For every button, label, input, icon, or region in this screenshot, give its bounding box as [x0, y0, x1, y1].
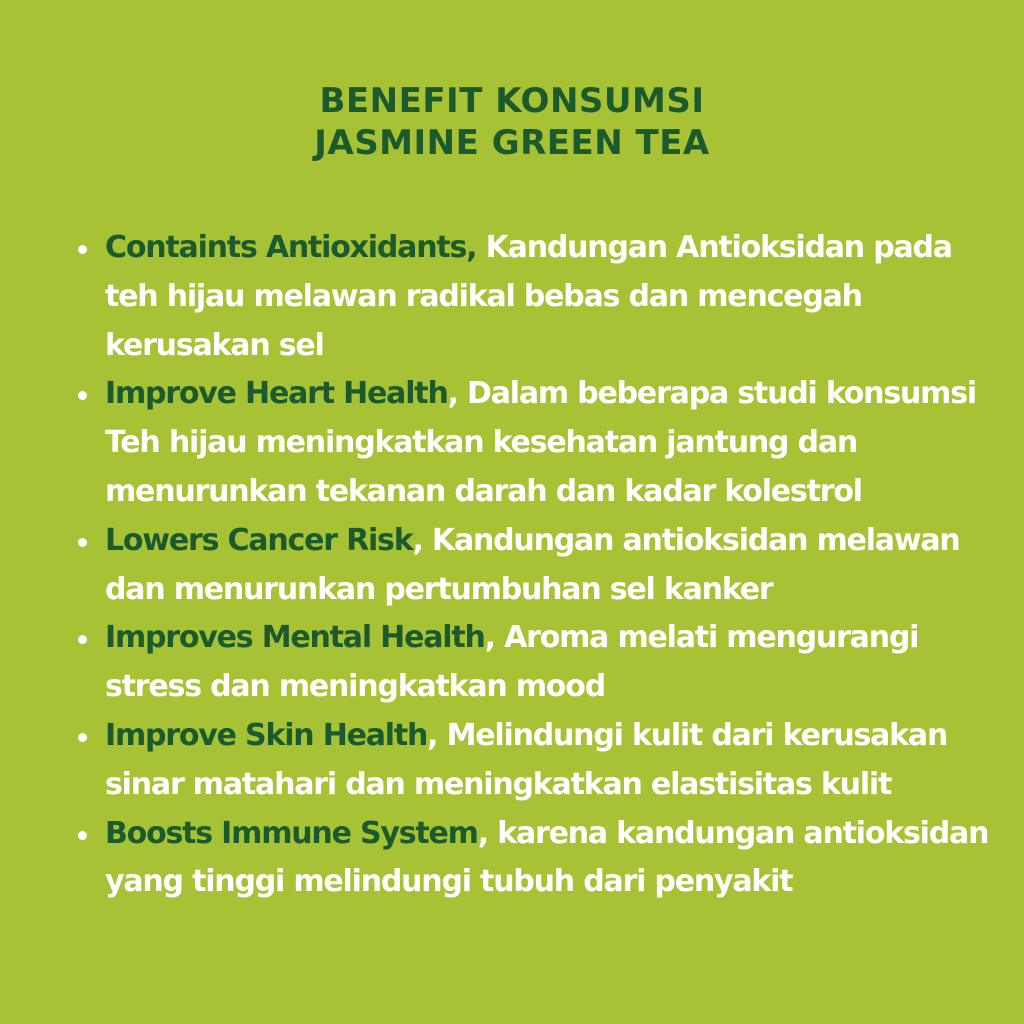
benefit-term: Improve Heart Health [105, 376, 448, 412]
title-line-1: BENEFIT KONSUMSI [319, 81, 705, 121]
benefit-description: , Aroma melati mengurangi stress dan meningkatkan mood [105, 620, 919, 705]
benefit-term: Improve Skin Health [105, 717, 428, 753]
page-title [0, 80, 1024, 164]
benefit-item-immune-system [105, 810, 995, 908]
benefit-term: Containts Antioxidants, [105, 230, 477, 265]
benefit-item-heart-health [105, 370, 995, 516]
benefit-term: Improves Mental Health [105, 620, 485, 656]
bullet-icon [78, 245, 87, 254]
benefit-item-skin-health [105, 712, 995, 810]
benefit-item-antioxidants [105, 224, 995, 370]
benefit-description: , Dalam beberapa studi konsumsi Teh hijau meningkatkan kesehatan jantung dan menurunkan tekanan darah dan kadar kolestrol [105, 376, 976, 509]
benefit-description: , Melindungi kulit dari kerusakan sinar matahari dan meningkatkan elastisitas kulit [105, 717, 948, 802]
bullet-icon [78, 391, 87, 400]
title-line-2: JASMINE GREEN TEA [314, 123, 710, 163]
bullet-icon [78, 538, 87, 547]
benefit-item-cancer-risk [105, 517, 995, 615]
benefit-description: , karena kandungan antioksidan yang tinggi melindungi tubuh dari penyakit [105, 815, 989, 900]
bullet-icon [78, 831, 87, 840]
bullet-icon [78, 733, 87, 742]
benefit-description: , Kandungan antioksidan melawan dan menurunkan pertumbuhan sel kanker [105, 522, 960, 607]
benefit-description: Kandungan Antioksidan pada teh hijau melawan radikal bebas dan mencegah kerusakan sel [105, 230, 952, 363]
benefit-term: Lowers Cancer Risk [105, 522, 413, 558]
benefit-term: Boosts Immune System [105, 815, 478, 851]
bullet-icon [78, 635, 87, 644]
benefit-item-mental-health [105, 614, 995, 712]
benefit-list [105, 224, 995, 907]
